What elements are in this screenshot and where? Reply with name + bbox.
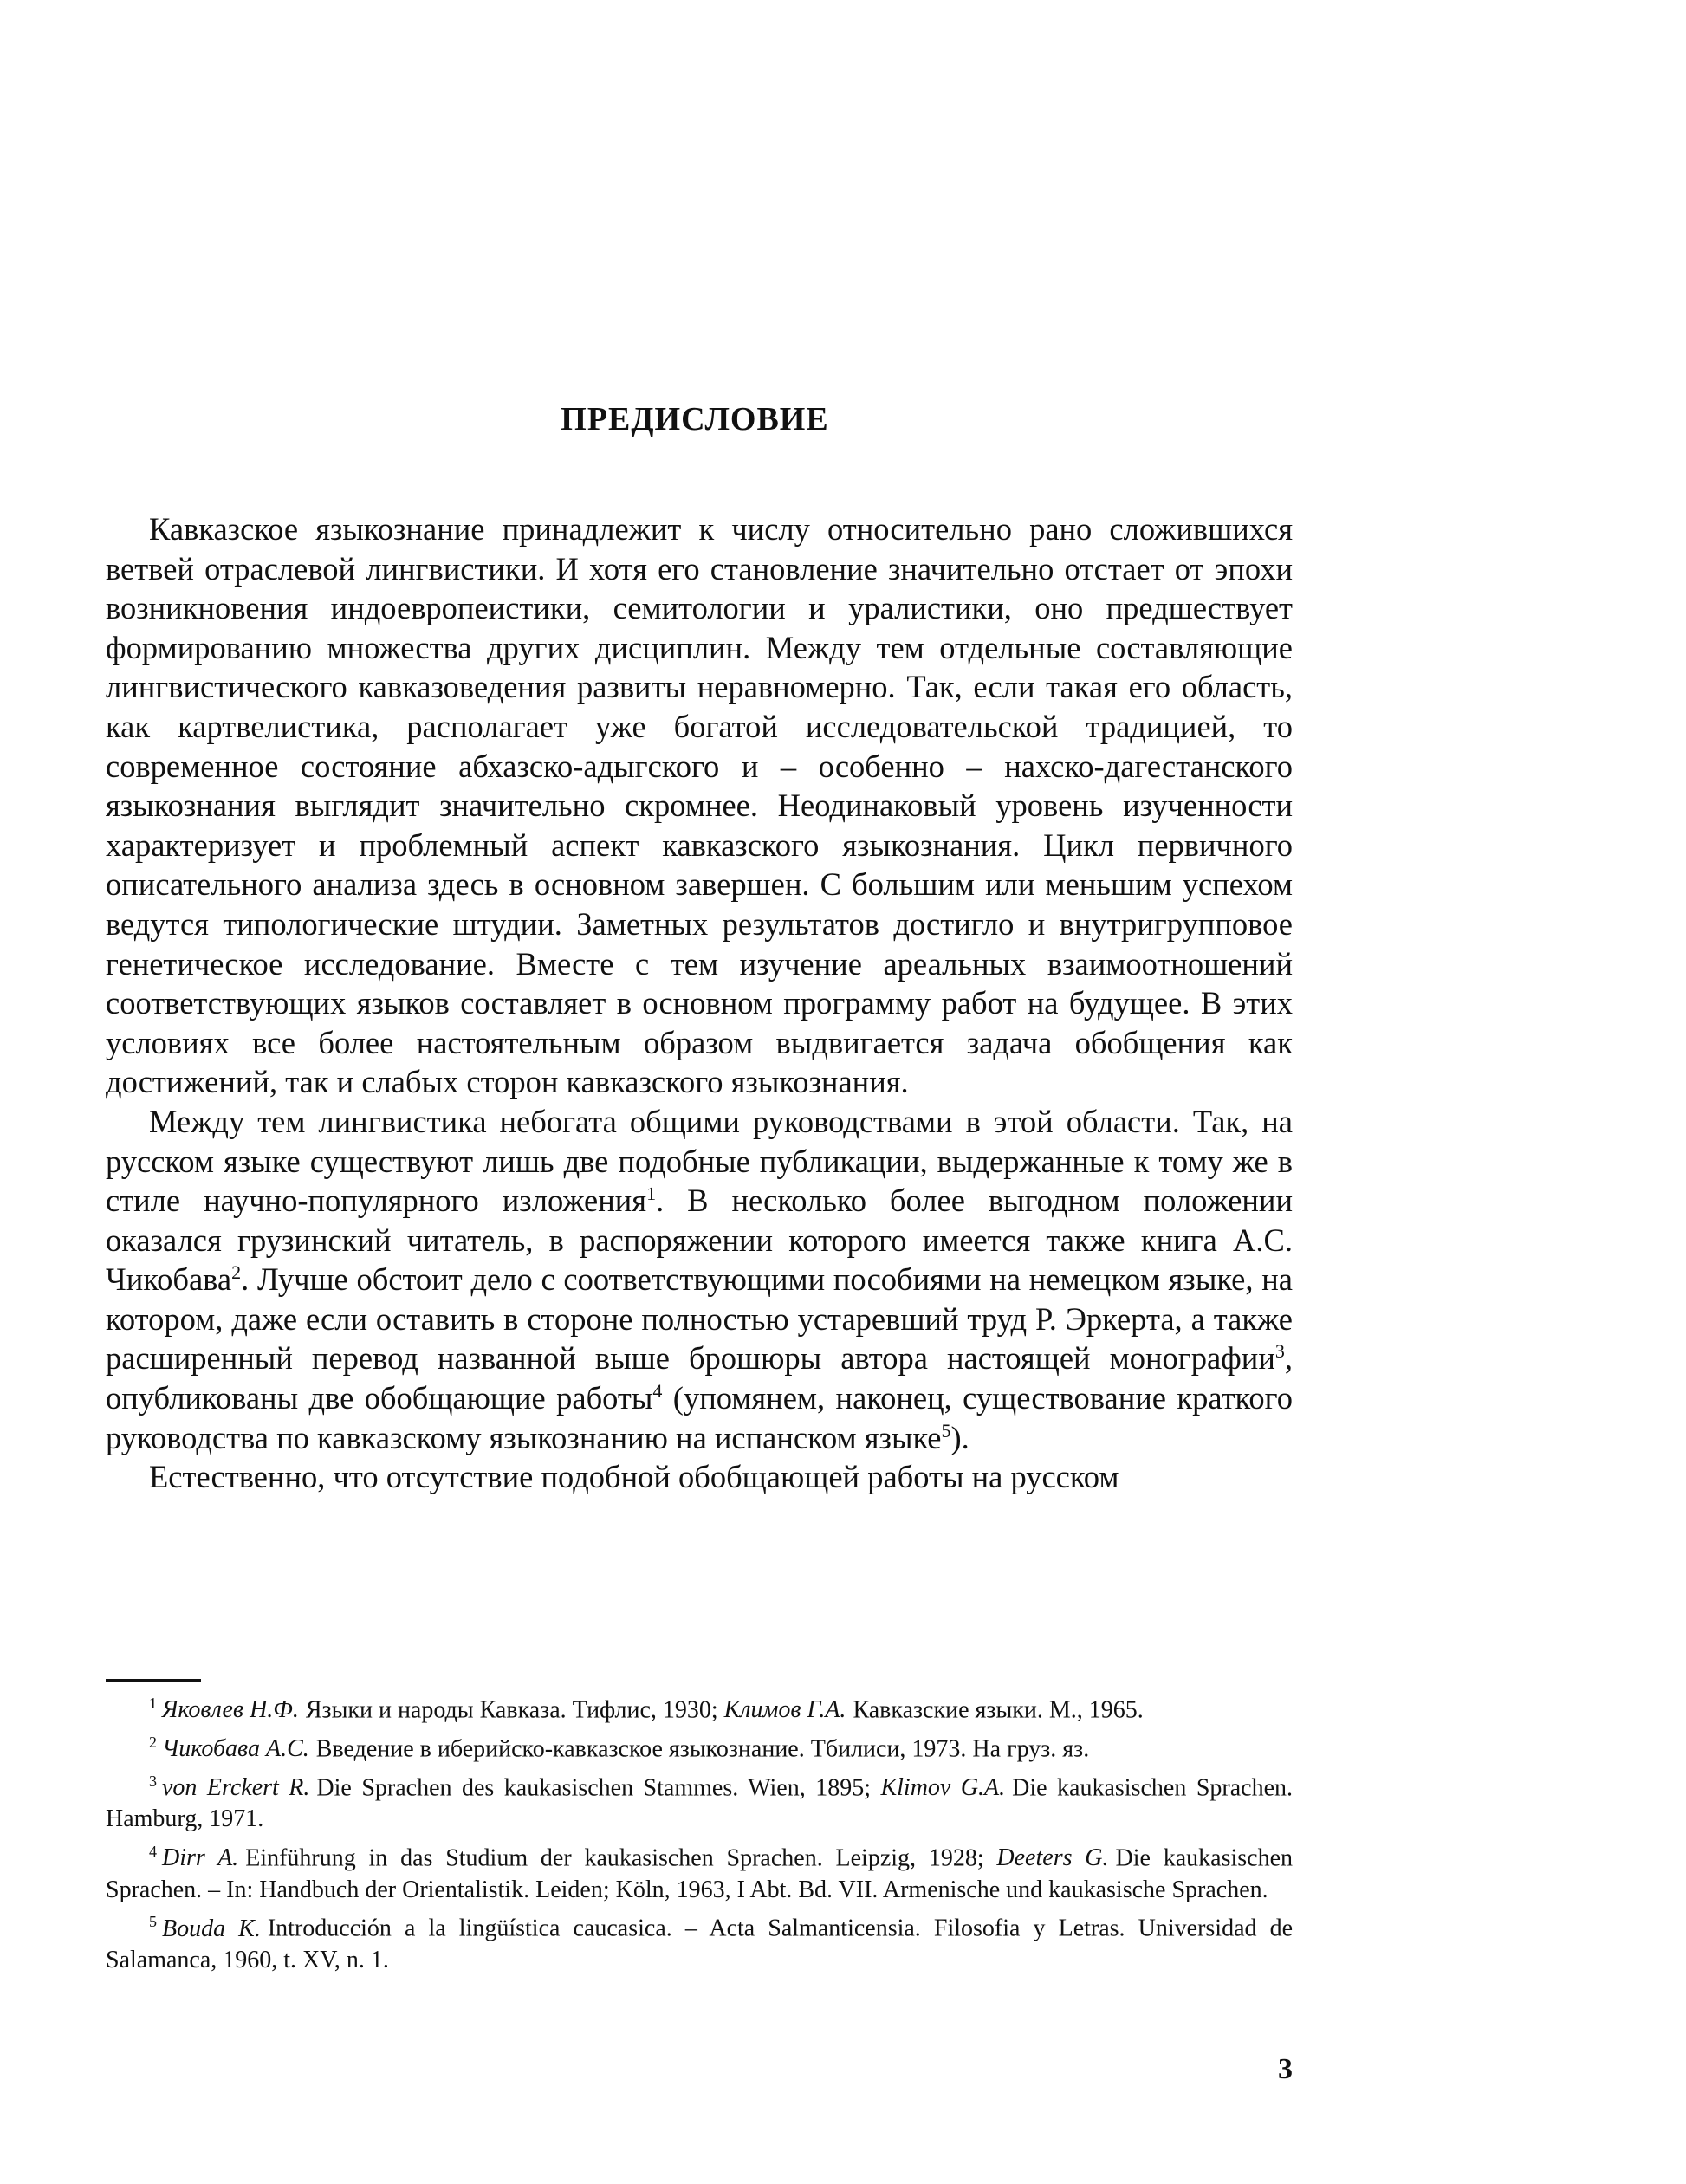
paragraph-3 [106,1457,1293,1497]
footnotes [106,1688,1293,1977]
footnote-marker: 3 [1274,1340,1285,1363]
footnote-text: Введение в иберийско-кавказское языкознание. Тбилиси, 1973. На груз. яз. [315,1735,1090,1763]
footnote-author: Deeters G. [996,1844,1109,1872]
footnote-author: Чикобава А.С. [162,1735,309,1763]
footnote-text: Introducción a la lingüística caucasica. – Acta Salmanticensia. Filosofia y Letras. Universidad de Salamanca, 1960, t. XV, n. 1. [106,1915,1293,1974]
footnote-text: Die Sprachen des kaukasischen Stammes. Wien, 1895; [316,1773,881,1801]
footnote-1 [106,1688,1293,1727]
paragraph-text: , опубликованы две обобщающие работы [106,1340,1293,1416]
footnote-author: Яковлев Н.Ф. [162,1696,299,1724]
footnote-marker: 5 [941,1419,951,1442]
paragraph-text: ). [950,1419,969,1455]
page-heading: ПРЕДИСЛОВИЕ [561,401,829,437]
footnote-author: Bouda K. [162,1915,261,1942]
footnote-text: Кавказские языки. М., 1965. [853,1696,1144,1724]
footnote-3 [106,1766,1293,1836]
footnote-number: 4 [149,1842,157,1860]
footnote-number: 2 [149,1733,157,1751]
paragraph-text: . Лучше обстоит дело с соответствующими пособиями на немецком языке, на котором, даже если оставить в стороне полностью устаревший труд Р. Эркерта, а также расширенный перевод названной выше брошюры автора настоящей монографии [106,1261,1293,1377]
footnote-text: Языки и народы Кавказа. Тифлис, 1930; [305,1696,724,1724]
footnote-author: Климов Г.А. [723,1696,846,1724]
footnote-author: Dirr A. [162,1844,239,1872]
footnote-5 [106,1906,1293,1976]
footnote-marker: 4 [652,1379,663,1402]
footnote-text: Die kaukasischen Sprachen. Hamburg, 1971. [106,1773,1293,1833]
paragraph-text: Между тем лингвистика небогата общими руководствами в этой области. Так, на русском языке существуют лишь две подобные публикации, выдержанные к тому же в стиле научно-популярного изложения [106,1103,1293,1219]
paragraph-text: . В несколько более выгодном положении оказался грузинский читатель, в распоряжении которого имеется также книга А.С. Чикобава [106,1183,1293,1298]
footnote-4 [106,1836,1293,1906]
body-text [106,509,1293,1497]
footnote-number: 5 [149,1913,157,1931]
paragraph-text: Естественно, что отсутствие подобной обобщающей работы на русском [149,1459,1119,1495]
footnote-author: Klimov G.A. [880,1773,1006,1801]
footnote-author: von Erckert R. [162,1773,310,1801]
footnote-2 [106,1727,1293,1766]
paragraph-text: (упомянем, наконец, существование краткого руководства по кавказскому языкознанию на испанском языке [106,1380,1293,1455]
footnote-text: Die kaukasischen Sprachen. – In: Handbuch der Orientalistik. Leiden; Köln, 1963, I Abt. Bd. VII. Armenische und kaukasische Sprachen. [106,1844,1294,1903]
footnote-number: 3 [149,1772,157,1790]
paragraph-1 [106,509,1293,1102]
footnote-divider [106,1679,201,1682]
paragraph-2 [106,1102,1293,1457]
footnote-number: 1 [149,1695,157,1712]
footnote-text: Einführung in das Studium der kaukasischen Sprachen. Leipzig, 1928; [245,1844,997,1872]
footnote-marker: 2 [231,1261,242,1284]
footnote-marker: 1 [646,1182,657,1204]
paragraph-text: Кавказское языкознание принадлежит к числу относительно рано сложившихся ветвей отраслевой лингвистики. И хотя его становление значительно отстает от эпохи возникновения индоевропеистики, семитологии и уралистики, оно предшествует формированию множества других дисциплин. Между тем отдельные составляющие лингвистического кавказоведения развиты неравномерно. Так, если такая его область, как картвелистика, располагает уже богатой исследовательской традицией, то современное состояние абхазско-адыгского и – особенно – нахско-дагестанского языкознания выглядит значительно скромнее. Неодинаковый уровень изученности характеризует и проблемный аспект кавказского языкознания. Цикл первичного описательного анализа здесь в основном завершен. С большим или меньшим успехом ведутся типологические штудии. Заметных результатов достигло и внутригрупповое генетическое исследование. Вместе с тем изучение ареальных взаимоотношений соответствующих языков составляет в основном программу работ на будущее. В этих условиях все более настоятельным образом выдвигается задача обобщения как достижений, так и слабых сторон кавказского языкознания. [106,511,1293,1100]
page-number: 3 [1278,2053,1293,2085]
